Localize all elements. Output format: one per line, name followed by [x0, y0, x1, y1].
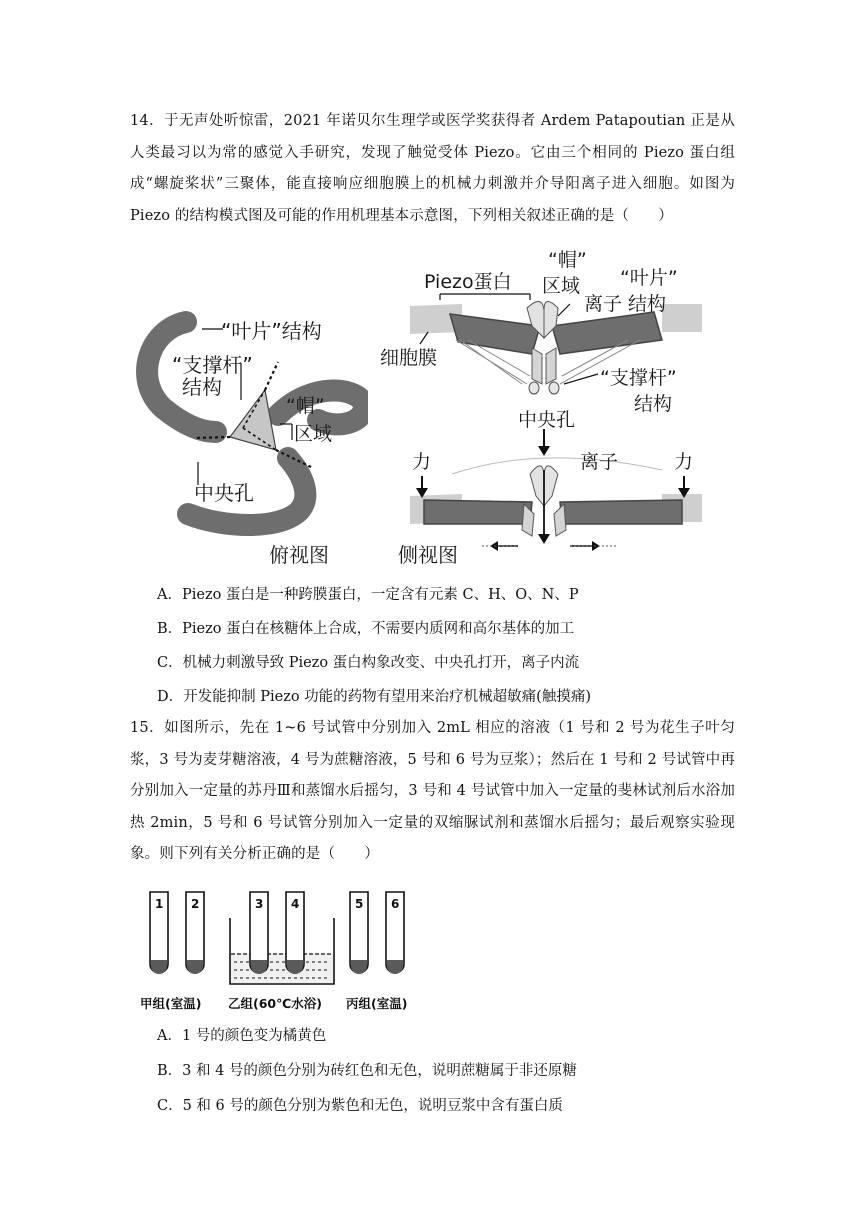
top-view-caption: 俯视图: [269, 543, 329, 567]
cap-label-line1: “帽”: [286, 395, 325, 417]
strut-label-line1: “支撑杆”: [172, 353, 253, 377]
side-cap-label-line1: “帽”: [548, 249, 587, 271]
group-yi-label: 乙组(60℃水浴): [228, 996, 322, 1011]
question-15-stem: 15．如图所示，先在 1~6 号试管中分别加入 2mL 相应的溶液（1 号和 2 号为花生子叶匀浆，3 号为麦芽糖溶液，4 号为蔗糖溶液，5 号和 6 号为豆浆）；然后在 1 号和 2 号试管中再分别加入一定量的苏丹Ⅲ和蒸馏水后摇匀，3 号和 4 号试管中加入一定量的斐林试剂后水浴加热 2min，5 号和 6 号试管分别加入一定量的双缩脲试剂和蒸馏水后摇匀；最后观察实验现象。则下列有关分析正确的是（ ）: [130, 720, 735, 862]
test-tube-6: [386, 892, 404, 974]
group-bing-label: 丙组(室温): [346, 996, 408, 1011]
q15-option-c: C．5 和 6 号的颜色分别为紫色和无色，说明豆浆中含有蛋白质: [157, 1098, 563, 1114]
leaf-label: “叶片”结构: [221, 319, 322, 343]
piezo-top-view-figure: [128, 300, 368, 580]
side-view-caption: 侧视图: [398, 543, 458, 567]
test-tube-figure: [140, 888, 430, 1016]
test-tube-5: [350, 892, 368, 974]
q15-option-b: B．3 和 4 号的颜色分别为砖红色和无色，说明蔗糖属于非还原糖: [157, 1063, 577, 1079]
tube-2-number: 2: [191, 897, 200, 911]
q14-option-d: D．开发能抑制 Piezo 功能的药物有望用来治疗机械超敏痛(触摸痛): [157, 689, 591, 705]
pore-label: 中央孔: [194, 481, 254, 505]
tube-6-number: 6: [391, 897, 400, 911]
side-leaf-label-line1: “叶片”: [620, 267, 678, 289]
side-strut-label-line1: “支撑杆”: [600, 367, 677, 389]
side-cap-label-line2: 区域: [542, 275, 581, 297]
q14-option-a: A．Piezo 蛋白是一种跨膜蛋白，一定含有元素 C、H、O、N、P: [157, 587, 579, 603]
force-label-right: 力: [674, 451, 694, 473]
q14-option-b: B．Piezo 蛋白在核糖体上合成，不需要内质网和高尔基体的加工: [157, 621, 575, 637]
tube-3-number: 3: [255, 897, 264, 911]
piezo-side-view-figure: [372, 244, 712, 574]
tube-4-number: 4: [291, 897, 300, 911]
force-label-left: 力: [412, 451, 432, 473]
test-tube-3: [250, 892, 268, 974]
membrane-label: 细胞膜: [380, 347, 438, 369]
side-strut-label-line2: 结构: [634, 393, 673, 415]
side-pore-label: 中央孔: [518, 409, 576, 431]
side-ion-label: 离子: [584, 293, 623, 315]
piezo-protein-label: Piezo蛋白: [424, 271, 512, 293]
q15-option-a: A．1 号的颜色变为橘黄色: [157, 1028, 327, 1044]
side-leaf-label-line2: 结构: [628, 293, 667, 315]
question-14-stem: 14．于无声处听惊雷，2021 年诺贝尔生理学或医学奖获得者 Ardem Patapoutian 正是从人类最习以为常的感觉入手研究，发现了触觉受体 Piezo。它由三个相同的 Piezo 蛋白组成“螺旋桨状”三聚体，能直接响应细胞膜上的机械力刺激并介导阳离子进入细胞。如图为 Piezo 的结构模式图及可能的作用机理基本示意图，下列相关叙述正确的是（ ）: [130, 113, 735, 224]
test-tube-4: [286, 892, 304, 974]
tube-5-number: 5: [355, 897, 364, 911]
cap-label-line2: 区域: [294, 423, 333, 445]
tube-1-number: 1: [155, 897, 164, 911]
test-tube-1: [150, 892, 168, 974]
q14-option-c: C．机械力刺激导致 Piezo 蛋白构象改变、中央孔打开，离子内流: [157, 655, 580, 671]
group-jia-label: 甲组(室温): [140, 996, 202, 1011]
side-ion-label-2: 离子: [580, 451, 619, 473]
strut-label-line2: 结构: [182, 375, 222, 399]
test-tube-2: [186, 892, 204, 974]
